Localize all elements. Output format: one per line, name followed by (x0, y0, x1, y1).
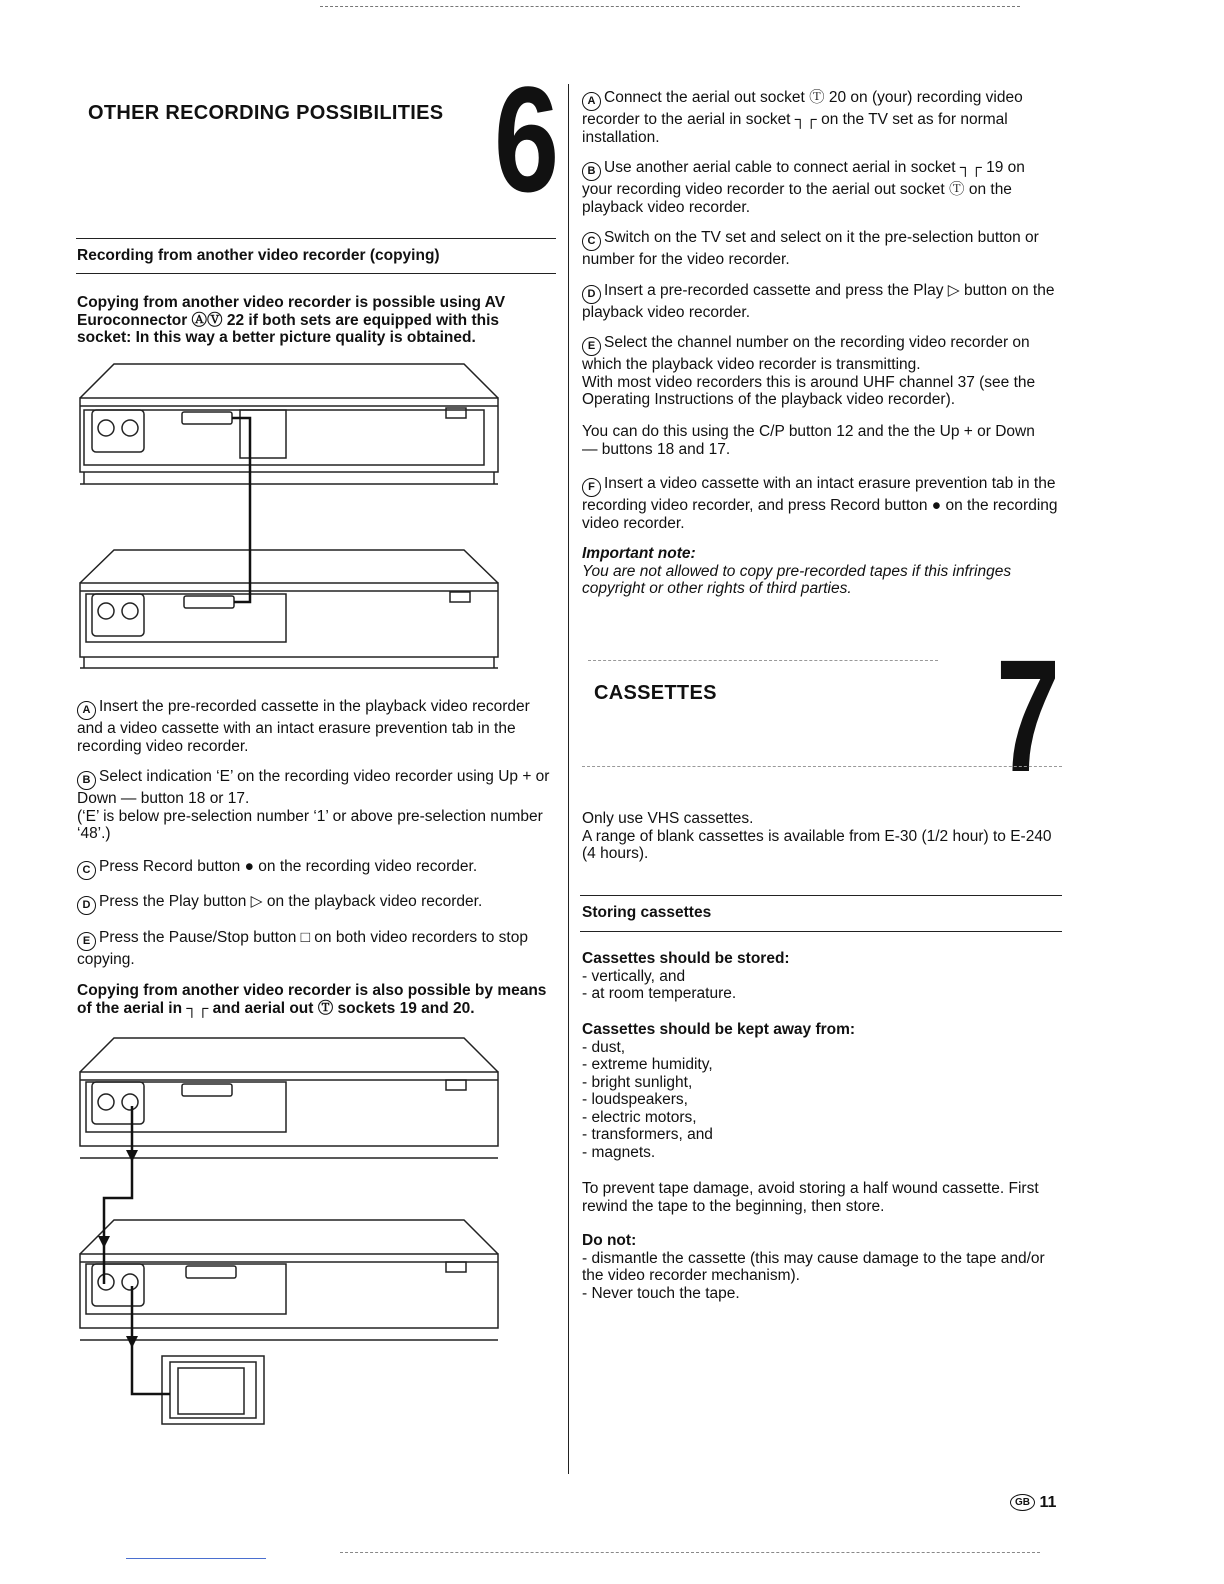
aerial-step-f-text: Insert a video cassette with an intact erasure prevention tab in the recording video recorder, and press Record button ● on the recording video recorder. (582, 475, 1058, 532)
copy-step-a (77, 698, 553, 755)
step-b-note: (‘E’ is below pre-selection number ‘1’ or above pre-selection number ‘48’.) (77, 807, 543, 842)
country-badge: GB (1010, 1494, 1035, 1511)
aerial-step-d-badge: D (582, 285, 601, 304)
step-d-badge: D (77, 896, 96, 915)
away-label: Cassettes should be kept away from: (582, 1021, 856, 1038)
stored-label: Cassettes should be stored: (582, 950, 790, 967)
euroconnector-diagram (74, 358, 504, 678)
step-b-text: Select indication ‘E’ on the recording video recorder using Up + or Down — button 18 or 17. (77, 768, 550, 807)
aerial-diagram (74, 1030, 514, 1430)
bottom-link-line (126, 1558, 266, 1559)
stored-item: - vertically, and (582, 967, 686, 985)
page-number: 11 (1039, 1494, 1057, 1511)
aerial-cp-note: You can do this using the C/P button 12 and the the Up + or Down — buttons 18 and 17. (582, 423, 1035, 458)
aerial-step-e-extra: With most video recorders this is around UHF channel 37 (see the Operating Instructions of the playback video recorder). (582, 373, 1036, 408)
aerial-step-b-badge: B (582, 162, 601, 181)
copy-step-e (77, 929, 547, 969)
step-e-badge: E (77, 932, 96, 951)
away-block (582, 1021, 1052, 1161)
aerial-step-f-badge: F (582, 478, 601, 497)
section-6-title: OTHER RECORDING POSSIBILITIES (88, 102, 444, 124)
away-item: - extreme humidity, (582, 1056, 713, 1073)
step-c-text: Press Record button ● on the recording video recorder. (99, 858, 478, 875)
aerial-step-b-text: Use another aerial cable to connect aerial in socket ┐┌ 19 on your recording video recorder to the aerial out socket Ⓣ on the playback video recorder. (582, 159, 1025, 216)
copying-subheading: Recording from another video recorder (copying) (77, 247, 440, 264)
step-d-text: Press the Play button ▷ on the playback video recorder. (99, 893, 483, 910)
aerial-step-e-text: Select the channel number on the recording video recorder on which the playback video recorder is transmitting. (582, 334, 1030, 373)
aerial-step-b (582, 159, 1052, 216)
storing-subheading: Storing cassettes (582, 904, 712, 921)
important-label: Important note: (582, 545, 696, 562)
step-e-text: Press the Pause/Stop button □ on both video recorders to stop copying. (77, 929, 528, 968)
donot-block (582, 1232, 1052, 1302)
cassettes-intro-2: A range of blank cassettes is available from E-30 (1/2 hour) to E-240 (4 hours). (582, 827, 1052, 862)
aerial-step-c (582, 229, 1062, 269)
away-item: - dust, (582, 1038, 626, 1056)
aerial-step-f (582, 475, 1062, 532)
donot-item: - Never touch the tape. (582, 1284, 740, 1302)
aerial-step-d-text: Insert a pre-recorded cassette and press the Play ▷ button on the playback video recorder. (582, 282, 1055, 321)
aerial-step-a (582, 89, 1062, 146)
bottom-scan-line (340, 1552, 1040, 1553)
cassettes-intro (582, 810, 1052, 863)
cassettes-intro-1: Only use VHS cassettes. (582, 810, 754, 827)
copy-step-b (77, 768, 557, 843)
aerial-step-e-badge: E (582, 337, 601, 356)
storing-top-rule (580, 895, 1062, 896)
column-divider (568, 84, 569, 1474)
subheading-top-rule (76, 238, 556, 239)
donot-label: Do not: (582, 1232, 637, 1249)
copying-intro: Copying from another video recorder is possible using AV Euroconnector ⒶⓋ 22 if both sets are equipped with this socket: In this way a better picture quality is obtained. (77, 294, 506, 346)
away-item: - loudspeakers, (582, 1091, 688, 1108)
prevent-damage-text: To prevent tape damage, avoid storing a half wound cassette. First rewind the tape to the beginning, then store. (582, 1180, 1039, 1215)
aerial-step-d (582, 282, 1062, 322)
step-a-badge: A (77, 701, 96, 720)
aerial-step-a-badge: A (582, 92, 601, 111)
aerial-intro: Copying from another video recorder is also possible by means of the aerial in ┐┌ and aerial out Ⓣ sockets 19 and 20. (77, 982, 547, 1017)
section-7-number: 7 (996, 626, 1061, 805)
subheading-bottom-rule (76, 273, 556, 274)
copy-step-d (77, 893, 557, 915)
aerial-step-c-badge: C (582, 232, 601, 251)
away-item: - bright sunlight, (582, 1073, 693, 1091)
away-item: - transformers, and (582, 1126, 713, 1143)
aerial-step-e (582, 334, 1052, 409)
step-a-text: Insert the pre-recorded cassette in the playback video recorder and a video cassette with an intact erasure prevention tab in the recording video recorder. (77, 698, 530, 755)
stored-item: - at room temperature. (582, 985, 737, 1002)
page-footer (1010, 1494, 1056, 1512)
copy-step-c (77, 858, 557, 880)
away-item: - magnets. (582, 1143, 656, 1161)
section-7-top-dashes (588, 660, 938, 661)
donot-item: - dismantle the cassette (this may cause damage to the tape and/or the video recorder mechanism). (582, 1249, 1045, 1284)
important-note (582, 545, 1052, 598)
stored-block (582, 950, 1052, 1003)
aerial-step-a-text: Connect the aerial out socket Ⓣ 20 on (your) recording video recorder to the aerial in socket ┐┌ on the TV set as for normal installation. (582, 89, 1023, 146)
step-c-badge: C (77, 861, 96, 880)
section-7-title: CASSETTES (594, 682, 717, 704)
section-6-number: 6 (494, 55, 560, 223)
important-text: You are not allowed to copy pre-recorded tapes if this infringes copyright or other rights of third parties. (582, 562, 1012, 597)
aerial-step-c-text: Switch on the TV set and select on it the pre-selection button or number for the video recorder. (582, 229, 1039, 268)
storing-bottom-rule (580, 931, 1062, 932)
section-7-bottom-dashes (582, 766, 1062, 767)
step-b-badge: B (77, 771, 96, 790)
away-item: - electric motors, (582, 1108, 697, 1126)
top-scan-line (320, 6, 1020, 7)
